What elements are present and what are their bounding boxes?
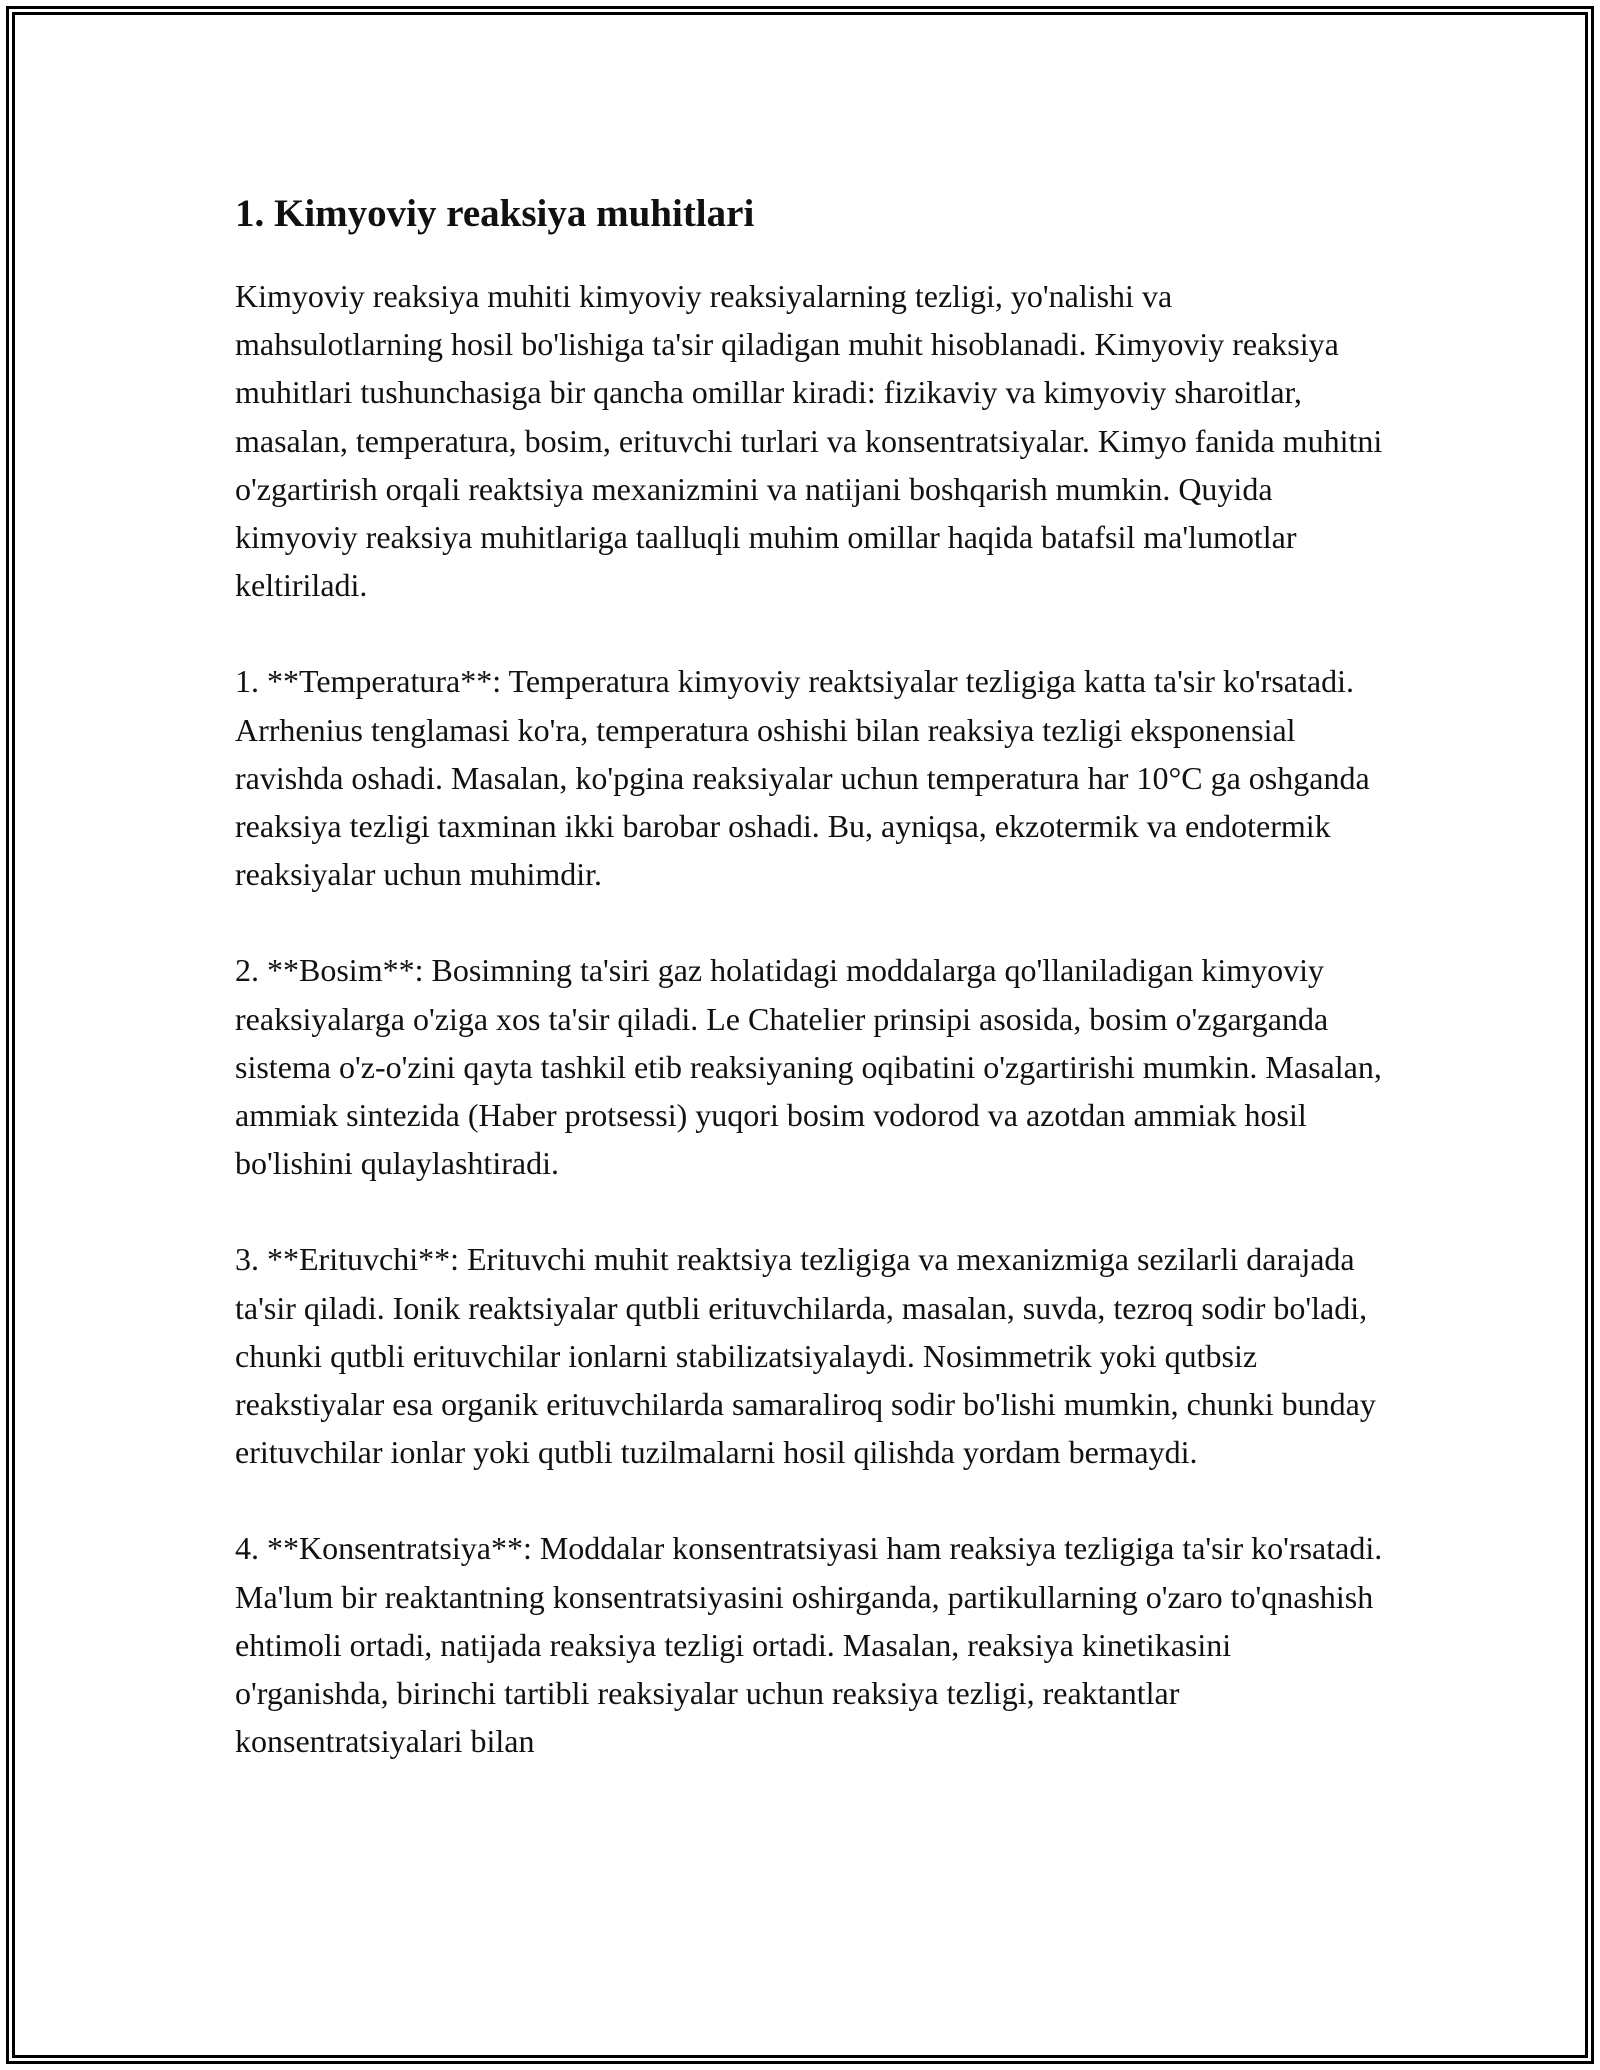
solvent-paragraph: 3. **Erituvchi**: Erituvchi muhit reaktsiya tezligiga va mexanizmiga sezilarli darajada ta'sir qiladi. Ionik reaktsiyalar qutbli erituvchilarda, masalan, suvda, tezroq sodir bo'ladi, chunki qutbli erituvchilar ionlarni stabilizatsiyalaydi. Nosimmetrik yoki qutbsiz reakstiyalar esa organik erituvchilarda samaraliroq sodir bo'lishi mumkin, chunki bunday erituvchilar ionlar yoki qutbli tuzilmalarni hosil qilishda yordam bermaydi. <box>235 1241 1376 1471</box>
concentration-paragraph: 4. **Konsentratsiya**: Moddalar konsentratsiyasi ham reaksiya tezligiga ta'sir ko'rsatadi. Ma'lum bir reaktantning konsentratsiyasini oshirganda, partikullarning o'zaro to'qnashish ehtimoli ortadi, natijada reaksiya tezligi ortadi. Masalan, reaksiya kinetikasini o'rganishda, birinchi tartibli reaksiyalar uchun reaksiya tezligi, reaktantlar konsentratsiyalari bilan <box>235 1530 1383 1760</box>
temperature-paragraph: 1. **Temperatura**: Temperatura kimyoviy reaktsiyalar tezligiga katta ta'sir ko'rsatadi. Arrhenius tenglamasi ko'ra, temperatura oshishi bilan reaksiya tezligi eksponensial ravishda oshadi. Masalan, ko'pgina reaksiyalar uchun temperatura har 10°C ga oshganda reaksiya tezligi taxminan ikki barobar oshadi. Bu, ayniqsa, ekzotermik va endotermik reaksiyalar uchun muhimdir. <box>235 663 1370 893</box>
pressure-paragraph: 2. **Bosim**: Bosimning ta'siri gaz holatidagi moddalarga qo'llaniladigan kimyoviy reaksiyalarga o'ziga xos ta'sir qiladi. Le Chatelier prinsipi asosida, bosim o'zgarganda sistema o'z-o'zini qayta tashkil etib reaksiyaning oqibatini o'zgartirishi mumkin. Masalan, ammiak sintezida (Haber protsessi) yuqori bosim vodorod va azotdan ammiak hosil bo'lishini qulaylashtiradi. <box>235 952 1382 1182</box>
section-title: 1. Kimyoviy reaksiya muhitlari <box>235 192 755 235</box>
intro-paragraph: Kimyoviy reaksiya muhiti kimyoviy reaksiyalarning tezligi, yo'nalishi va mahsulotlarning hosil bo'lishiga ta'sir qiladigan muhit hisoblanadi. Kimyoviy reaksiya muhitlari tushunchasiga bir qancha omillar kiradi: fizikaviy va kimyoviy sharoitlar, masalan, temperatura, bosim, erituvchi turlari va konsentratsiyalar. Kimyo fanida muhitni o'zgartirish orqali reaktsiya mexanizmini va natijani boshqarish mumkin. Quyida kimyoviy reaksiya muhitlariga taalluqli muhim omillar haqida batafsil ma'lumotlar keltiriladi. <box>235 278 1383 604</box>
document-body <box>235 186 1385 1765</box>
